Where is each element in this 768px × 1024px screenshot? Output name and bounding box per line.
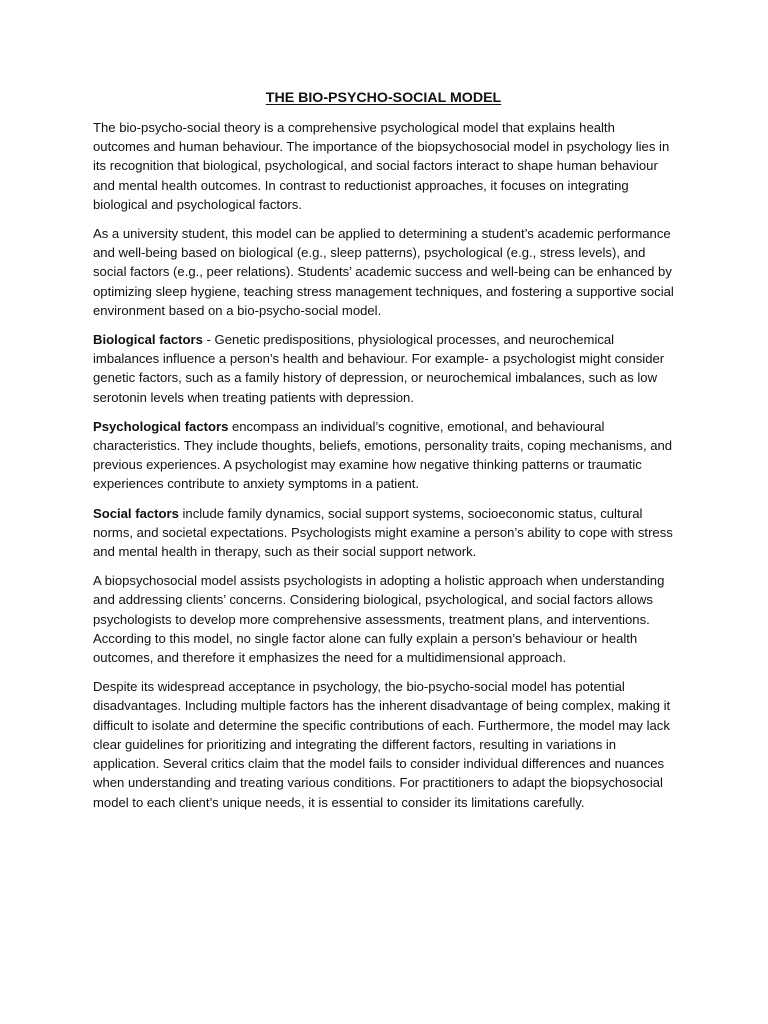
paragraph-text: The bio-psycho-social theory is a comprehensive psychological model that explains health outcomes and human behaviour. The importance of the biopsychosocial model in psychology lies in its recognition that biological, psychological, and social factors interact to shape human behaviour and mental health outcomes. In contrast to reductionist approaches, it focuses on integrating biological and psychological factors.	[93, 120, 670, 212]
paragraph-lead: Biological factors	[93, 332, 203, 348]
paragraph-disadvantages	[93, 677, 674, 811]
document-title: THE BIO-PSYCHO-SOCIAL MODEL	[265, 90, 502, 106]
paragraph-text: Despite its widespread acceptance in psychology, the bio-psycho-social model has potential disadvantages. Including multiple factors has the inherent disadvantage of being complex, making it difficult to isolate and determine the specific contributions of each. Furthermore, the model may lack clear guidelines for prioritizing and integrating the different factors, resulting in variations in application. Several critics claim that the model fails to consider individual differences and nuances when understanding and treating various conditions. For practitioners to adapt the biopsychosocial model to each client’s unique needs, it is essential to consider its limitations carefully.	[93, 679, 671, 810]
paragraph-biological-factors	[93, 330, 674, 407]
paragraph-text: encompass an individual’s cognitive, emotional, and behavioural characteristics. They include thoughts, beliefs, emotions, personality traits, coping mechanisms, and previous experiences. A psychologist may examine how negative thinking patterns or traumatic experiences contribute to anxiety symptoms in a patient.	[93, 418, 673, 492]
paragraph-holistic-approach	[93, 571, 674, 667]
paragraph-student-application	[93, 224, 674, 320]
paragraph-intro	[93, 118, 674, 214]
paragraph-social-factors	[93, 504, 674, 562]
paragraph-text: - Genetic predispositions, physiological processes, and neurochemical imbalances influence a person’s health and behaviour. For example- a psychologist might consider genetic factors, such as a family history of depression, or neurochemical imbalances, such as low serotonin levels when treating patients with depression.	[93, 332, 665, 405]
paragraph-psychological-factors	[93, 417, 674, 494]
paragraph-text: A biopsychosocial model assists psychologists in adopting a holistic approach when understanding and addressing clients’ concerns. Considering biological, psychological, and social factors allows psychologists to develop more comprehensive assessments, treatment plans, and interventions. According to this model, no single factor alone can fully explain a person’s behaviour or health outcomes, and therefore it emphasizes the need for a multidimensional approach.	[93, 573, 665, 666]
paragraph-lead: Psychological factors	[93, 418, 229, 434]
paragraph-text: As a university student, this model can be applied to determining a student’s academic performance and well-being based on biological (e.g., sleep patterns), psychological (e.g., stress levels), and social factors (e.g., peer relations). Students’ academic success and well-being can be enhanced by optimizing sleep hygiene, teaching stress management techniques, and fostering a supportive social environment based on a bio-psycho-social model.	[93, 226, 674, 318]
paragraph-lead: Social factors	[93, 505, 179, 521]
paragraph-text: include family dynamics, social support systems, socioeconomic status, cultural norms, and societal expectations. Psychologists might examine a person’s ability to cope with stress and mental health in therapy, such as their social support network.	[93, 505, 673, 560]
